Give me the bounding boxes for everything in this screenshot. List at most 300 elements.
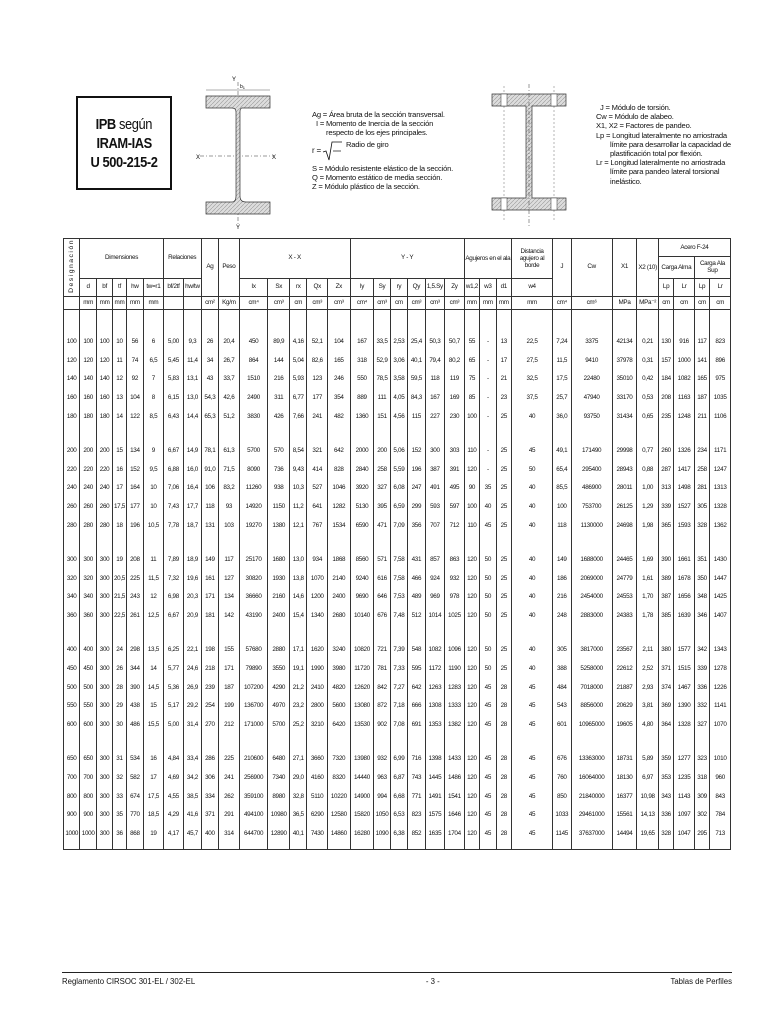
table-cell: 11720 — [350, 659, 374, 678]
header-unit: mm — [480, 296, 496, 309]
header-unit: cm³ — [374, 296, 390, 309]
table-cell: 117 — [219, 550, 240, 569]
header-x1: X1 — [612, 239, 637, 297]
header-symbol: d1 — [496, 278, 511, 296]
row-designation: 260 — [64, 497, 80, 516]
table-cell: 1646 — [445, 805, 465, 824]
table-cell: 300 — [96, 569, 112, 588]
table-cell: 75 — [464, 370, 479, 389]
table-cell: 256900 — [239, 768, 268, 787]
table-cell: 50 — [480, 640, 496, 659]
table-cell: 1172 — [425, 659, 445, 678]
table-row — [64, 550, 731, 569]
table-cell: 260 — [658, 441, 673, 460]
table-cell: 1090 — [374, 824, 390, 843]
table-cell: 216 — [553, 587, 571, 606]
table-cell: 171 — [201, 587, 218, 606]
table-cell: 1333 — [445, 696, 465, 715]
table-cell: 117 — [694, 332, 709, 351]
header-carga-alma: Carga Alma — [658, 257, 694, 279]
table-cell: 40 — [512, 569, 553, 588]
table-cell: 1498 — [674, 478, 695, 497]
table-cell: 25,4 — [408, 332, 425, 351]
spacer-cell — [163, 309, 184, 332]
table-cell: 571 — [374, 550, 390, 569]
table-cell: 286 — [201, 749, 218, 768]
spacer-cell — [408, 734, 425, 749]
table-cell: 6,38 — [390, 824, 407, 843]
table-cell: 18 — [113, 516, 126, 535]
table-cell: 336 — [658, 805, 673, 824]
header-distancia: Distancia agujero al borde — [512, 239, 553, 279]
spacer-cell — [126, 625, 143, 640]
spacer-cell — [126, 426, 143, 441]
table-cell: 28 — [496, 678, 511, 697]
table-cell: 13,5 — [144, 640, 164, 659]
profile-title-box — [76, 96, 172, 190]
legend-lr-cont1: límite para pandeo lateral torsional — [610, 167, 720, 177]
table-cell: 332 — [694, 696, 709, 715]
table-cell: 743 — [408, 768, 425, 787]
table-cell: 1106 — [710, 407, 731, 426]
table-cell: 721 — [374, 640, 390, 659]
table-cell: 22,5 — [113, 606, 126, 625]
table-cell: 160 — [80, 388, 96, 407]
table-cell: 343 — [658, 787, 673, 806]
table-cell: 208 — [658, 388, 673, 407]
table-cell: 40 — [480, 497, 496, 516]
table-cell: 25,7 — [553, 388, 571, 407]
table-cell: 7,32 — [163, 569, 184, 588]
table-cell: 218 — [201, 659, 218, 678]
table-cell: 500 — [80, 678, 96, 697]
table-cell: 225 — [219, 749, 240, 768]
table-cell: 15820 — [350, 805, 374, 824]
table-cell: 25 — [496, 659, 511, 678]
table-cell: 184 — [658, 370, 673, 389]
table-cell: 119 — [445, 370, 465, 389]
axis-y-top-label: Y — [232, 77, 237, 83]
table-cell: 241 — [307, 407, 328, 426]
table-cell: 371 — [201, 805, 218, 824]
legend-q: Q = Momento estático de media sección. — [312, 172, 443, 182]
table-cell: 152 — [408, 441, 425, 460]
table-row — [64, 659, 731, 678]
table-cell: 17,5 — [553, 370, 571, 389]
table-cell: 40,1 — [290, 824, 307, 843]
spacer-cell — [710, 426, 731, 441]
table-cell: 641 — [307, 497, 328, 516]
title-line-3: U 500-215-2 — [90, 153, 158, 171]
table-cell: 13,1 — [184, 370, 201, 389]
table-cell: 45 — [512, 715, 553, 734]
table-cell: 20,4 — [219, 332, 240, 351]
table-cell: 212 — [219, 715, 240, 734]
table-cell: 1515 — [674, 659, 695, 678]
table-cell: 33 — [113, 787, 126, 806]
header-symbol: Zx — [328, 278, 351, 296]
table-cell: 318 — [350, 351, 374, 370]
table-row — [64, 805, 731, 824]
table-cell: 18,5 — [144, 805, 164, 824]
table-cell: 36,5 — [290, 805, 307, 824]
table-cell: 327 — [694, 715, 709, 734]
spacer-cell — [710, 734, 731, 749]
table-cell: 302 — [694, 805, 709, 824]
table-cell: 1226 — [710, 678, 731, 697]
table-cell: 200 — [374, 441, 390, 460]
table-cell: 3817000 — [571, 640, 612, 659]
table-cell: 100 — [96, 332, 112, 351]
table-cell: 4,16 — [290, 332, 307, 351]
table-cell: 389 — [658, 569, 673, 588]
spacer-cell — [612, 625, 637, 640]
table-cell: 582 — [126, 768, 143, 787]
spacer-cell — [80, 426, 96, 441]
table-cell: 40 — [512, 587, 553, 606]
table-cell: 14 — [144, 659, 164, 678]
spacer-cell — [184, 734, 201, 749]
table-row — [64, 768, 731, 787]
table-cell: 1070 — [710, 715, 731, 734]
table-cell: 10140 — [350, 606, 374, 625]
table-cell: 61,3 — [219, 441, 240, 460]
table-cell: 120 — [464, 768, 479, 787]
table-cell: 548 — [408, 640, 425, 659]
table-cell: 1,61 — [637, 569, 659, 588]
table-cell: 359 — [658, 749, 673, 768]
table-cell: 25 — [496, 407, 511, 426]
header-symbol: Sy — [374, 278, 390, 296]
table-cell: 300 — [96, 787, 112, 806]
table-cell: 20629 — [612, 696, 637, 715]
table-cell: 234 — [694, 441, 709, 460]
header-unit: mm — [96, 296, 112, 309]
spacer-cell — [201, 535, 218, 550]
header-symbol: w4 — [512, 278, 553, 296]
table-cell: 1340 — [307, 606, 328, 625]
spacer-cell — [674, 625, 695, 640]
spacer-cell — [496, 843, 511, 850]
header-acero: Acero F-24 — [658, 239, 730, 257]
spacer-cell — [571, 843, 612, 850]
table-cell: 258 — [694, 460, 709, 479]
legend-radius-row — [312, 138, 453, 164]
footer-page-number: - 3 - — [425, 977, 440, 986]
table-cell: 712 — [445, 516, 465, 535]
title-segun: según — [116, 115, 153, 133]
table-cell: 85 — [464, 388, 479, 407]
table-cell: 843 — [710, 787, 731, 806]
table-cell: 6,77 — [290, 388, 307, 407]
table-cell: 1070 — [307, 569, 328, 588]
table-cell: 25 — [496, 460, 511, 479]
table-cell: 9,5 — [144, 460, 164, 479]
legend-lp-cont2: plastificación total por flexión. — [610, 149, 703, 159]
table-cell: 2800 — [307, 696, 328, 715]
table-cell: 12 — [113, 370, 126, 389]
table-cell: 230 — [445, 407, 465, 426]
table-cell: 149 — [201, 550, 218, 569]
table-end-spacer — [64, 843, 731, 850]
table-cell: 7,43 — [163, 497, 184, 516]
table-cell: 527 — [307, 478, 328, 497]
table-cell: 54,3 — [201, 388, 218, 407]
table-cell: 6,43 — [163, 407, 184, 426]
table-cell: 7,53 — [390, 587, 407, 606]
table-cell: 0,53 — [637, 388, 659, 407]
table-cell: 10965000 — [571, 715, 612, 734]
table-cell: 1248 — [674, 407, 695, 426]
table-cell: 1247 — [710, 460, 731, 479]
header-designacion-text: Designación — [67, 239, 75, 293]
spacer-cell — [445, 535, 465, 550]
table-cell: 1577 — [674, 640, 695, 659]
table-cell: 8980 — [268, 787, 290, 806]
table-cell: 144 — [268, 351, 290, 370]
table-cell: 771 — [408, 787, 425, 806]
table-cell: 700 — [80, 768, 96, 787]
spacer-cell — [96, 843, 112, 850]
table-cell: 32 — [113, 768, 126, 787]
table-cell: 2840 — [350, 460, 374, 479]
table-cell: 9,43 — [290, 460, 307, 479]
table-cell: 28 — [113, 678, 126, 697]
header-symbol: tw=r1 — [144, 278, 164, 296]
table-cell: 11,2 — [290, 497, 307, 516]
spacer-cell — [612, 309, 637, 332]
row-designation: 1000 — [64, 824, 80, 843]
spacer-cell — [328, 734, 351, 749]
spacer-cell — [512, 535, 553, 550]
table-cell: 12620 — [350, 678, 374, 697]
b1-label — [240, 84, 246, 90]
row-designation: 700 — [64, 768, 80, 787]
spacer-cell — [658, 625, 673, 640]
table-cell: 45 — [480, 824, 496, 843]
legend-radius: Radio de giro — [345, 140, 389, 149]
table-cell: 3375 — [571, 332, 612, 351]
table-cell: 45 — [480, 749, 496, 768]
table-cell: 152 — [126, 460, 143, 479]
table-cell: 7,78 — [163, 516, 184, 535]
spacer-cell — [80, 535, 96, 550]
spacer-cell — [80, 734, 96, 749]
table-row — [64, 749, 731, 768]
table-cell: 8,54 — [290, 441, 307, 460]
table-cell: 6,53 — [390, 805, 407, 824]
spacer-cell — [571, 309, 612, 332]
table-cell: 161 — [201, 569, 218, 588]
spacer-cell — [219, 843, 240, 850]
spacer-cell — [480, 535, 496, 550]
table-cell: 11,5 — [144, 569, 164, 588]
table-cell: 120 — [464, 824, 479, 843]
table-cell: 7,66 — [290, 407, 307, 426]
header-xx: X - X — [239, 239, 350, 279]
spacer-cell — [96, 426, 112, 441]
table-cell: 36 — [113, 824, 126, 843]
table-cell: 6480 — [268, 749, 290, 768]
table-cell: 7,27 — [390, 678, 407, 697]
table-row — [64, 478, 731, 497]
spacer-cell — [126, 843, 143, 850]
table-cell: 16 — [144, 749, 164, 768]
spacer-cell — [268, 535, 290, 550]
table-cell: 21,5 — [113, 587, 126, 606]
table-cell: 6290 — [307, 805, 328, 824]
table-cell: 1541 — [445, 787, 465, 806]
table-cell: 280 — [80, 516, 96, 535]
table-cell: 177 — [307, 388, 328, 407]
table-cell: 43 — [201, 370, 218, 389]
spacer-cell — [571, 426, 612, 441]
spacer-cell — [113, 535, 126, 550]
table-cell: 29,0 — [290, 768, 307, 787]
table-cell: 160 — [96, 388, 112, 407]
table-cell: 850 — [553, 787, 571, 806]
spacer-cell — [425, 843, 445, 850]
table-cell: 210600 — [239, 749, 268, 768]
spacer-cell — [290, 843, 307, 850]
header-unit: mm — [144, 296, 164, 309]
table-cell: 196 — [408, 460, 425, 479]
spacer-cell — [80, 625, 96, 640]
table-cell: 15,4 — [290, 606, 307, 625]
table-cell: 40 — [512, 659, 553, 678]
spacer-cell — [390, 843, 407, 850]
table-cell: 1,70 — [637, 587, 659, 606]
spacer-cell — [290, 426, 307, 441]
table-cell: 5,77 — [163, 659, 184, 678]
header-symbol: bf — [96, 278, 112, 296]
table-cell: 115 — [408, 407, 425, 426]
table-cell: 35 — [480, 478, 496, 497]
row-designation: 100 — [64, 332, 80, 351]
spacer-cell — [612, 843, 637, 850]
spacer-cell — [374, 843, 390, 850]
spacer-cell — [268, 625, 290, 640]
row-designation: 400 — [64, 640, 80, 659]
table-cell: 104 — [328, 332, 351, 351]
table-cell: 118 — [201, 497, 218, 516]
table-cell: - — [480, 351, 496, 370]
table-cell: 180 — [80, 407, 96, 426]
table-cell: 36660 — [239, 587, 268, 606]
table-cell: 50,7 — [445, 332, 465, 351]
table-cell: 89,9 — [268, 332, 290, 351]
table-cell: 666 — [408, 696, 425, 715]
table-cell: 1283 — [445, 678, 465, 697]
table-cell: 550 — [350, 370, 374, 389]
table-cell: 235 — [658, 407, 673, 426]
table-cell: 707 — [425, 516, 445, 535]
table-cell: 141 — [694, 351, 709, 370]
legend-left — [312, 110, 453, 191]
table-cell: 306 — [201, 768, 218, 787]
table-cell: 14,4 — [184, 407, 201, 426]
header-unit: mm — [126, 296, 143, 309]
table-cell: 1171 — [710, 441, 731, 460]
table-cell: 314 — [219, 824, 240, 843]
table-cell: 7320 — [328, 749, 351, 768]
header-symbol: Iy — [350, 278, 374, 296]
table-cell: 978 — [445, 587, 465, 606]
table-cell: 10 — [113, 332, 126, 351]
table-cell: 78,5 — [374, 370, 390, 389]
table-cell: 25 — [496, 606, 511, 625]
table-cell: 211 — [694, 407, 709, 426]
table-cell: 6590 — [350, 516, 374, 535]
table-row — [64, 388, 731, 407]
table-cell: 6420 — [328, 715, 351, 734]
spacer-cell — [126, 535, 143, 550]
row-designation: 450 — [64, 659, 80, 678]
table-cell: 120 — [464, 696, 479, 715]
spacer-cell — [480, 843, 496, 850]
spacer-cell — [219, 309, 240, 332]
table-cell: 262 — [219, 787, 240, 806]
table-cell: 29,2 — [184, 696, 201, 715]
table-cell: 120 — [464, 678, 479, 697]
table-cell: 291 — [219, 805, 240, 824]
page-footer — [62, 972, 732, 986]
table-cell: 900 — [80, 805, 96, 824]
table-cell: 426 — [268, 407, 290, 426]
table-cell: 167 — [425, 388, 445, 407]
table-cell: 254 — [201, 696, 218, 715]
table-cell: 27,5 — [512, 351, 553, 370]
header-units-blank — [64, 296, 80, 309]
table-cell: 180 — [96, 407, 112, 426]
table-cell: 5110 — [307, 787, 328, 806]
spacer-cell — [350, 734, 374, 749]
header-unit: cm — [710, 296, 731, 309]
spacer-cell — [658, 843, 673, 850]
table-cell: 51,2 — [219, 407, 240, 426]
table-cell: 298 — [126, 640, 143, 659]
header-symbol: Sx — [268, 278, 290, 296]
spacer-cell — [239, 535, 268, 550]
row-designation: 280 — [64, 516, 80, 535]
spacer-cell — [710, 843, 731, 850]
table-cell: 24,6 — [184, 659, 201, 678]
table-cell: 313 — [658, 478, 673, 497]
table-cell: 241 — [219, 768, 240, 787]
table-cell: 7,24 — [553, 332, 571, 351]
table-cell: - — [480, 441, 496, 460]
spacer-cell — [113, 309, 126, 332]
spacer-cell — [290, 734, 307, 749]
table-cell: 863 — [445, 550, 465, 569]
table-cell: 369 — [658, 696, 673, 715]
table-cell: 28 — [496, 715, 511, 734]
table-cell: 8560 — [350, 550, 374, 569]
table-cell: 311 — [268, 388, 290, 407]
table-cell: 120 — [464, 550, 479, 569]
spacer-cell — [480, 309, 496, 332]
table-cell: 45 — [512, 787, 553, 806]
table-cell: 11260 — [239, 478, 268, 497]
table-cell: 17,5 — [144, 787, 164, 806]
table-cell: 50 — [480, 569, 496, 588]
table-cell: 2880 — [268, 640, 290, 659]
spacer-cell — [425, 734, 445, 749]
table-cell: - — [480, 460, 496, 479]
spacer-cell — [113, 426, 126, 441]
table-cell: 1313 — [710, 478, 731, 497]
table-cell: 3550 — [268, 659, 290, 678]
